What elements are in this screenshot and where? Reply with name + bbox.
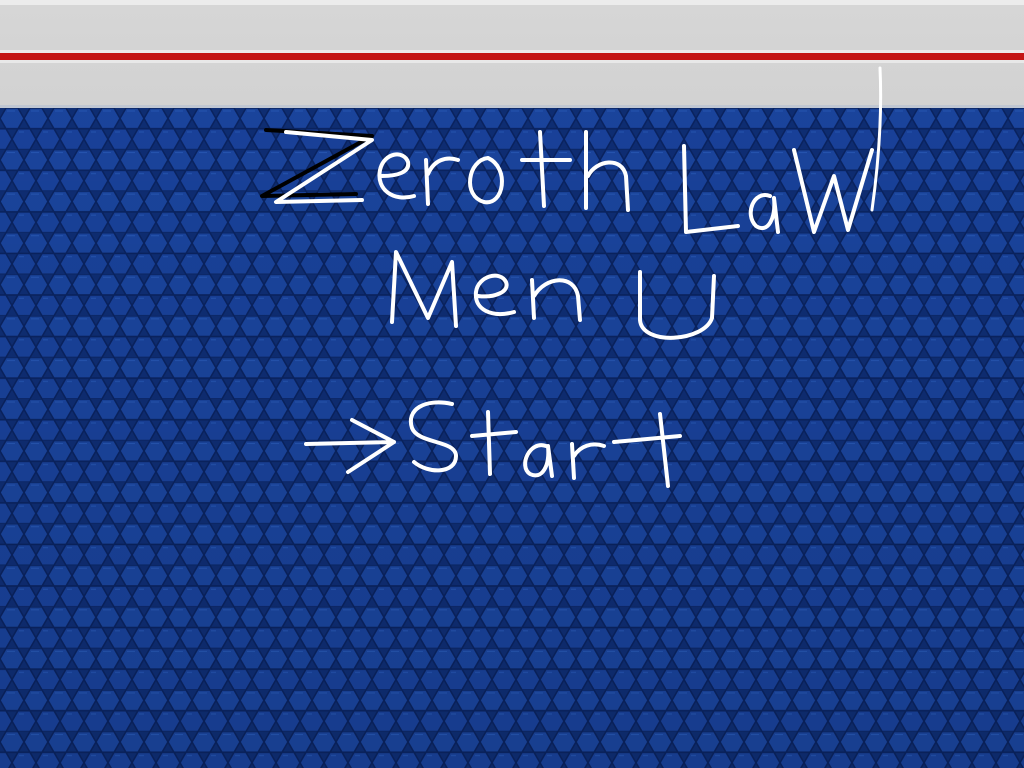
subtitle-handwriting (392, 252, 714, 338)
scribble-line (872, 68, 881, 210)
start-option-hitbox[interactable] (300, 396, 690, 492)
title-handwriting (262, 130, 872, 232)
